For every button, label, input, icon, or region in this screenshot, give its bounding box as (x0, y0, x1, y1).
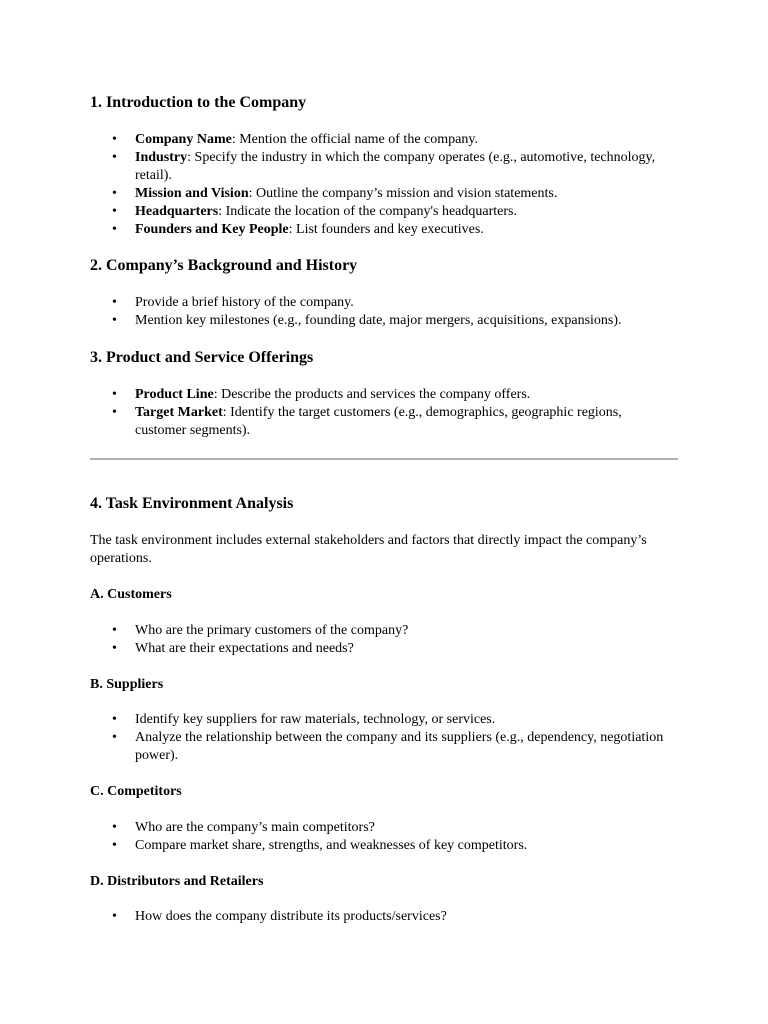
section-1-heading: 1. Introduction to the Company (90, 94, 307, 111)
list-item (90, 386, 665, 404)
bullet-icon: • (112, 387, 117, 402)
section-3-heading: 3. Product and Service Offerings (90, 349, 314, 366)
list-item (90, 819, 665, 837)
list-item (90, 837, 665, 855)
section-4-heading: 4. Task Environment Analysis (90, 495, 294, 512)
list-item (90, 711, 665, 729)
list-item (90, 294, 665, 312)
bullet-icon: • (112, 186, 117, 201)
subsection-c-list (90, 819, 680, 855)
item-text: Analyze the relationship between the company and its suppliers (e.g., dependency, negotiation power). (135, 730, 664, 763)
horizontal-rule (90, 458, 678, 460)
bullet-icon: • (112, 623, 117, 638)
list-item (90, 404, 665, 440)
bullet-icon: • (112, 222, 117, 237)
item-text: Compare market share, strengths, and weaknesses of key competitors. (135, 838, 528, 853)
section-1-list (90, 131, 680, 239)
subsection-b-list (90, 711, 680, 765)
bullet-icon: • (112, 150, 117, 165)
item-text: : Describe the products and services the company offers. (213, 387, 531, 402)
list-item (90, 149, 665, 185)
list-item (90, 908, 665, 926)
item-text: Mention key milestones (e.g., founding date, major mergers, acquisitions, expansions). (135, 313, 622, 328)
bullet-icon: • (112, 313, 117, 328)
bullet-icon: • (112, 132, 117, 147)
subsection-d-heading: D. Distributors and Retailers (90, 874, 264, 889)
item-text: Who are the company’s main competitors? (135, 820, 375, 835)
item-term: Founders and Key People (135, 222, 289, 237)
item-text: : List founders and key executives. (288, 222, 484, 237)
bullet-icon: • (112, 909, 117, 924)
section-2-list (90, 294, 680, 330)
section-4-intro: The task environment includes external stakeholders and factors that directly impact the company’s operations. (90, 533, 647, 566)
item-text: : Mention the official name of the company. (231, 132, 478, 147)
bullet-icon: • (112, 712, 117, 727)
item-text: : Outline the company’s mission and vision statements. (248, 186, 558, 201)
item-term: Industry (135, 150, 188, 165)
item-text: Who are the primary customers of the company? (135, 623, 409, 638)
item-term: Company Name (135, 132, 232, 147)
list-item (90, 312, 665, 330)
item-text: Identify key suppliers for raw materials, technology, or services. (135, 712, 496, 727)
subsection-a-heading: A. Customers (90, 587, 172, 602)
item-term: Headquarters (135, 204, 219, 219)
bullet-icon: • (112, 405, 117, 420)
section-3-list (90, 386, 680, 440)
list-item (90, 185, 665, 203)
subsection-b-heading: B. Suppliers (90, 677, 164, 692)
list-item (90, 622, 665, 640)
list-item (90, 131, 665, 149)
list-item (90, 640, 665, 658)
item-text: : Specify the industry in which the company operates (e.g., automotive, technology, retail). (135, 150, 656, 183)
item-term: Mission and Vision (135, 186, 249, 201)
item-text: How does the company distribute its products/services? (135, 909, 447, 924)
subsection-d-list (90, 908, 680, 926)
bullet-icon: • (112, 838, 117, 853)
bullet-icon: • (112, 730, 117, 745)
item-text: : Indicate the location of the company's headquarters. (218, 204, 517, 219)
bullet-icon: • (112, 204, 117, 219)
bullet-icon: • (112, 295, 117, 310)
subsection-a-list (90, 622, 680, 658)
subsection-c-heading: C. Competitors (90, 784, 182, 799)
item-text: What are their expectations and needs? (135, 641, 354, 656)
item-term: Product Line (135, 387, 214, 402)
item-term: Target Market (135, 405, 223, 420)
list-item (90, 203, 665, 221)
list-item (90, 729, 665, 765)
list-item (90, 221, 665, 239)
bullet-icon: • (112, 820, 117, 835)
item-text: : Identify the target customers (e.g., demographics, geographic regions, customer segments). (135, 405, 622, 438)
item-text: Provide a brief history of the company. (135, 295, 354, 310)
bullet-icon: • (112, 641, 117, 656)
section-2-heading: 2. Company’s Background and History (90, 257, 358, 274)
